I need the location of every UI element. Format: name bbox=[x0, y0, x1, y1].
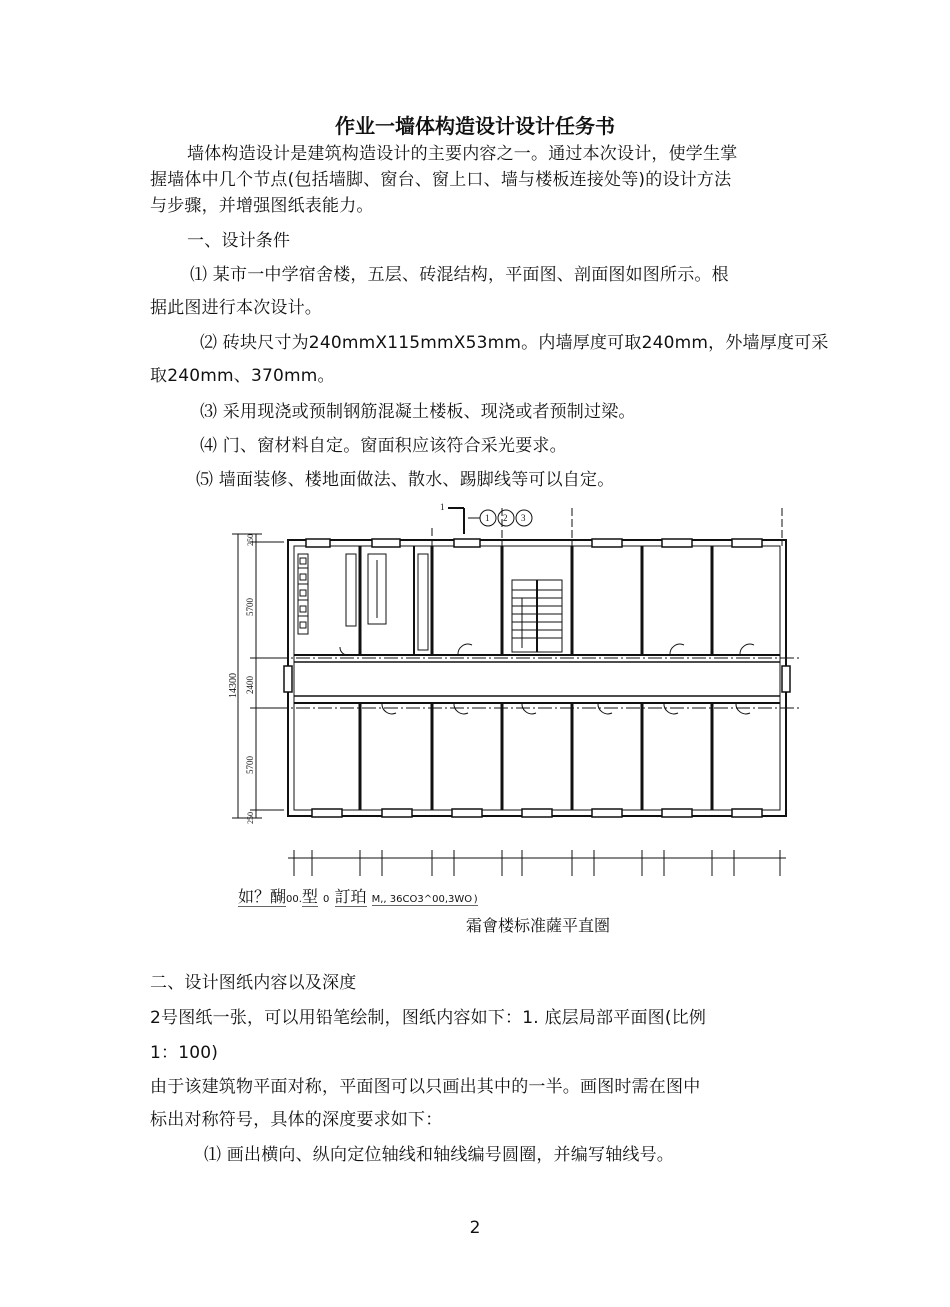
section2-heading: 二、设计图纸内容以及深度 bbox=[150, 973, 357, 993]
dim-top-wall: 250 bbox=[246, 534, 255, 546]
drawing-line-4: 标出对称符号，具体的深度要求如下： bbox=[150, 1110, 443, 1130]
intro-line-3: 与步骤，并增强图纸表能力。 bbox=[150, 196, 374, 216]
condition-2: ⑵ 砖块尺寸为240mmX115mmX53mm。内墙厚度可取240mm，外墙厚度可采 bbox=[200, 333, 829, 353]
condition-1-cont: 据此图进行本次设计。 bbox=[150, 298, 322, 318]
intro-line-1: 墙体构造设计是建筑构造设计的主要内容之一。通过本次设计，使学生掌 bbox=[187, 144, 738, 164]
dim-upper-rooms: 5700 bbox=[245, 598, 255, 616]
section-mark-label: 1 bbox=[440, 502, 445, 512]
dim-lower-rooms: 5700 bbox=[245, 756, 255, 774]
condition-2-cont: 取240mm、370mm。 bbox=[150, 366, 335, 386]
drawing-line-1: 2号图纸一张，可以用铅笔绘制，图纸内容如下：1. 底层局部平面图(比例 bbox=[150, 1008, 707, 1028]
legend-tail: M,, 36CO3^00,3WO ) bbox=[371, 894, 478, 905]
condition-1: ⑴ 某市一中学宿舍楼，五层、砖混结构，平面图、剖面图如图所示。根 bbox=[190, 265, 729, 285]
legend-main: 如？醐 bbox=[238, 887, 287, 906]
drawing-line-5: ⑴ 画出横向、纵向定位轴线和轴线编号圆圈，并编写轴线号。 bbox=[204, 1145, 675, 1165]
document-title: 作业一墙体构造设计设计任务书 bbox=[335, 114, 615, 138]
dim-corridor: 2400 bbox=[245, 676, 255, 694]
condition-3: ⑶ 采用现浇或预制钢筋混凝土楼板、现浇或者预制过梁。 bbox=[200, 402, 636, 422]
dim-total: 14300 bbox=[228, 673, 239, 698]
legend-small-1: 00. bbox=[286, 894, 302, 905]
drawing-line-2: 1：100) bbox=[150, 1043, 219, 1063]
section1-heading: 一、设计条件 bbox=[187, 231, 291, 251]
figure-caption: 霜會楼标准薩平直圏 bbox=[466, 916, 611, 935]
axis-label-3: 3 bbox=[521, 513, 526, 523]
condition-4: ⑷ 门、窗材料自定。窗面积应该符合采光要求。 bbox=[200, 436, 567, 456]
legend-main-2: 訂珀 bbox=[334, 887, 367, 906]
page-number: 2 bbox=[469, 1218, 481, 1238]
legend-mid: 型 bbox=[301, 887, 318, 906]
drawing-line-3: 由于该建筑物平面对称，平面图可以只画出其中的一半。画图时需在图中 bbox=[150, 1077, 701, 1097]
axis-label-2: 2 bbox=[503, 513, 508, 523]
axis-label-1: 1 bbox=[485, 513, 490, 523]
figure-legend bbox=[238, 884, 478, 907]
intro-line-2: 握墙体中几个节点(包括墙脚、窗台、窗上口、墙与楼板连接处等)的设计方法 bbox=[150, 170, 732, 190]
floor-plan-drawing bbox=[222, 498, 802, 888]
legend-small-2: 0 bbox=[323, 894, 330, 905]
dim-bottom-wall: 250 bbox=[246, 812, 255, 824]
condition-5: ⑸ 墙面装修、楼地面做法、散水、踢脚线等可以自定。 bbox=[196, 470, 615, 490]
